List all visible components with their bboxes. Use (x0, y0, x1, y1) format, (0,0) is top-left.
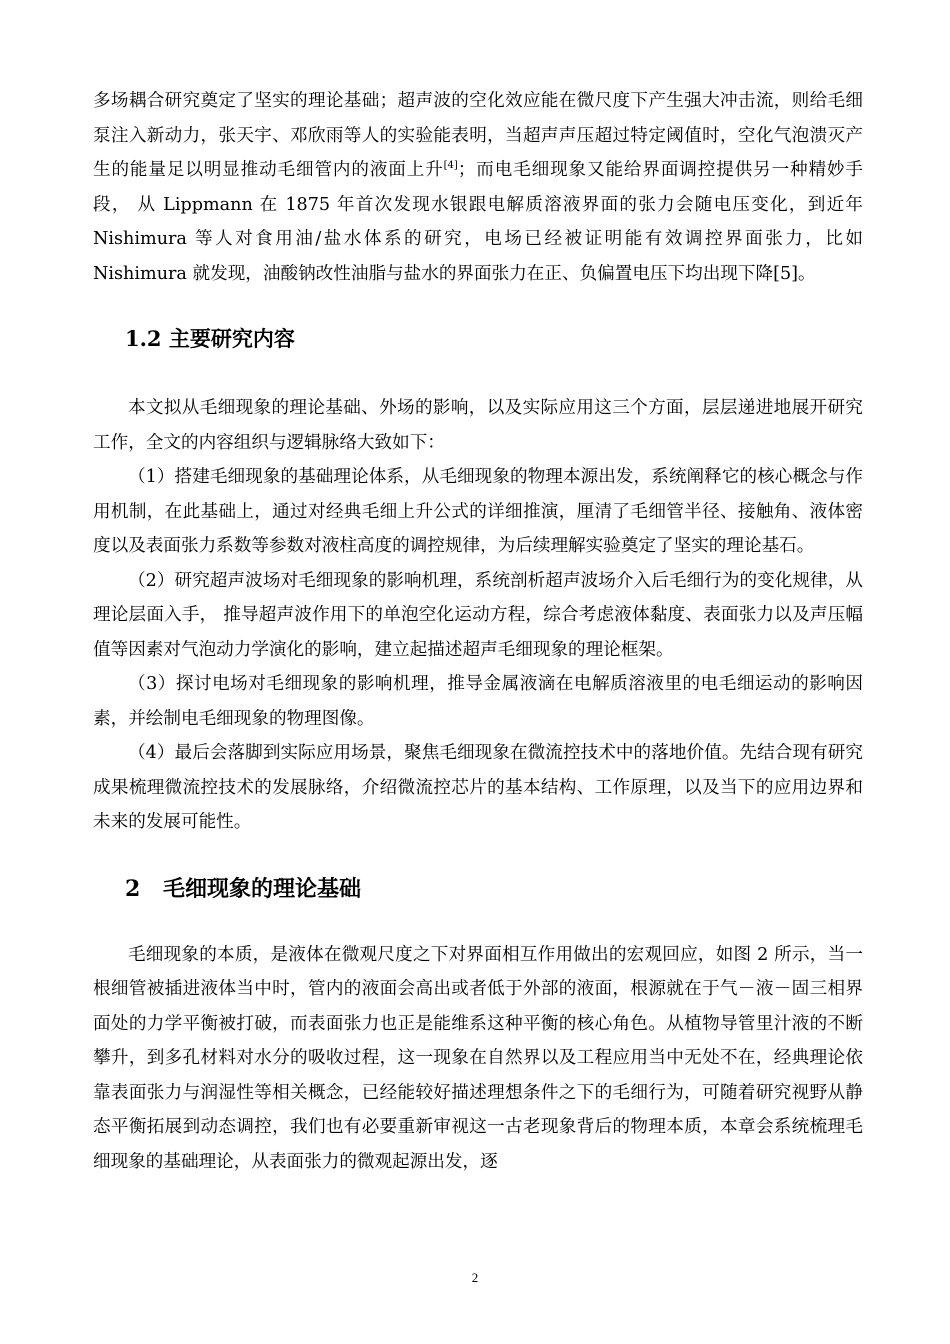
citation-4: [4] (443, 160, 458, 172)
list-item-4: （4）最后会落脚到实际应用场景，聚焦毛细现象在微流控技术中的落地价值。先结合现有研究成果梳理微流控技术的发展脉络，介绍微流控芯片的基本结构、工作原理，以及当下的应用边界和未来的发展可能性。 (93, 743, 863, 832)
page-number: 2 (471, 1270, 479, 1285)
section-2-heading (93, 874, 863, 904)
paragraph-intro (93, 84, 863, 291)
paragraph-research-overview: 本文拟从毛细现象的理论基础、外场的影响，以及实际应用这三个方面，层层递进地展开研究工作，全文的内容组织与逻辑脉络大致如下： (93, 398, 863, 453)
section-1-2-heading: 1.2 主要研究内容 (125, 326, 295, 351)
paragraph-capillary-essence: 毛细现象的本质，是液体在微观尺度之下对界面相互作用做出的宏观回应，如图 2 所示，当一根细管被插进液体当中时，管内的液面会高出或者低于外部的液面，根源就在于气－液－固三相界面处的力学平衡被打破，而表面张力也正是能维系这种平衡的核心角色。从植物导管里汁液的不断攀升，到多孔材料对水分的吸收过程，这一现象在自然界以及工程应用当中无处不在，经典理论依靠表面张力与润湿性等相关概念，已经能较好描述理想条件之下的毛细行为，可随着研究视野从静态平衡拓展到动态调控，我们也有必要重新审视这一古老现象背后的物理本质，本章会系统梳理毛细现象的基础理论，从表面张力的微观起源出发，逐 (93, 944, 863, 1172)
section-2-number: 2 (125, 875, 141, 902)
list-item-1: （1）搭建毛细现象的基础理论体系，从毛细现象的物理本源出发，系统阐释它的核心概念与作用机制，在此基础上，通过对经典毛细上升公式的详细推演，厘清了毛细管半径、接触角、液体密度以及表面张力系数等参数对液柱高度的调控规律，为后续理解实验奠定了坚实的理论基石。 (93, 467, 863, 556)
section-2-title: 毛细现象的理论基础 (163, 875, 362, 902)
list-item-2: （2）研究超声波场对毛细现象的影响机理，系统剖析超声波场介入后毛细行为的变化规律，从理论层面入手， 推导超声波作用下的单泡空化运动方程，综合考虑液体黏度、表面张力以及声压幅值等因素对气泡动力学演化的影响，建立起描述超声毛细现象的理论框架。 (93, 570, 863, 660)
paragraph-intro-continued: ；而电毛细现象又能给界面调控提供另一种精妙手段， 从 Lippmann 在 1875 年首次发现水银跟电解质溶液界面的张力会随电压变化，到近年 Nishimura 等人对食用油/盐水体系的研究，电场已经被证明能有效调控界面张力，比如 Nishimura 就发现，油酸钠改性油脂与盐水的界面张力在正、负偏置电压下均出现下降[5]。 (93, 160, 863, 284)
paragraph-intro-text: 多场耦合研究奠定了坚实的理论基础；超声波的空化效应能在微尺度下产生强大冲击流，则给毛细泵注入新动力，张天宇、邓欣雨等人的实验能表明，当超声声压超过特定阈值时，空化气泡溃灭产生的能量足以明显推动毛细管内的液面上升 (93, 91, 863, 180)
page-body (93, 84, 863, 1179)
list-item-3: （3）探讨电场对毛细现象的影响机理，推导金属液滴在电解质溶液里的电毛细运动的影响因素，并绘制电毛细现象的物理图像。 (93, 674, 863, 729)
